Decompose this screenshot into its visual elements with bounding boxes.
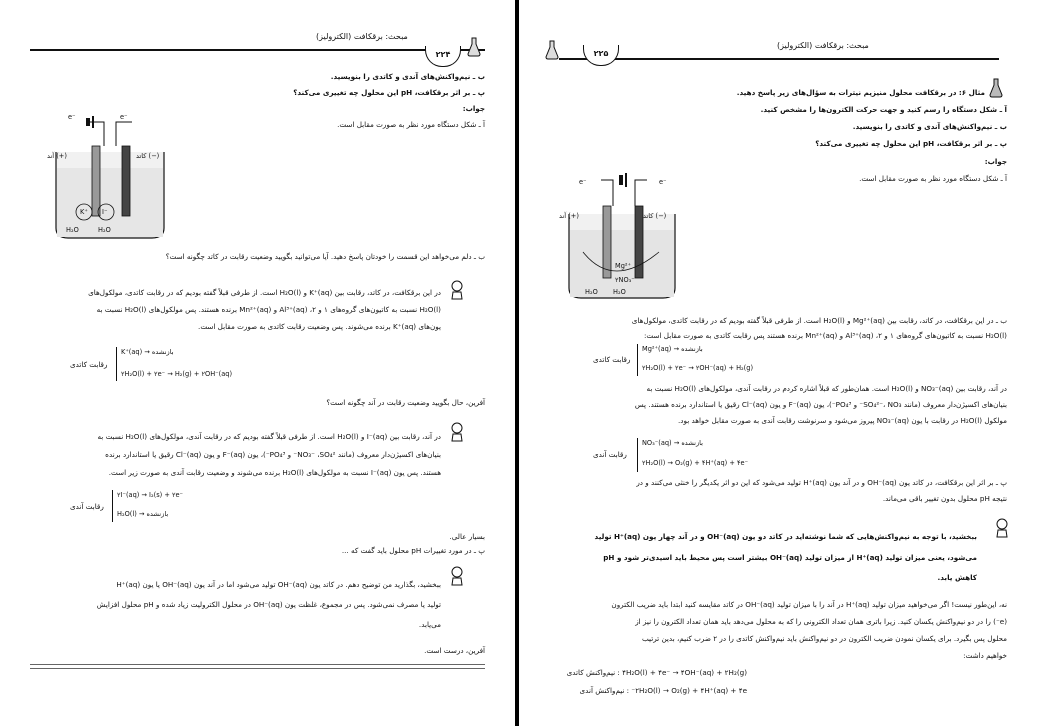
left-part-b-prompt: ب ـ دلم می‌خواهد این قسمت را خودتان پاسخ دهید. آیا می‌توانید بگویید وضعیت رقابت در کاتد چگونه است؟ [165, 252, 485, 261]
left-student-line-2: H₂O(l) نسبت به کاتیون‌های گروه‌های ۱ و ۲، Al³⁺(aq) و Mn²⁺(aq) برنده هستند. پس مولکول‌های H₂O(l) نسبت به [96, 305, 441, 314]
student-character-icon-2 [450, 422, 464, 442]
left-answer-label: جواب: [462, 104, 485, 113]
left-anode-brace [112, 490, 113, 522]
right-cathode-eq-1: Mg²⁺(aq) → بازنشده [642, 345, 703, 353]
right-student-line-1: ببخشید، با توجه به نیم‌واکنش‌هایی که شما نوشته‌اید در کاتد دو یون OH⁻(aq) و در آند چهار یون H⁺(aq) تولید [594, 532, 977, 541]
left-header-title: مبحث: برقکافت (الکترولیز) [316, 32, 408, 41]
right-diagram-electron-1: e⁻ [579, 178, 587, 186]
right-anode-eq-2: ۲H₂O(l) → O₂(g) + ۴H⁺(aq) + ۴e⁻ [642, 459, 749, 467]
right-question-b: ب ـ نیم‌واکنش‌های آندی و کاتدی را بنویسید. [852, 122, 1007, 131]
right-teacher-line-3: محلول پس بگیرد. برای یکسان نمودن ضریب الکترون در دو نیم‌واکنش باید نیم‌واکنش کاتدی را در ۲ ضرب کنیم، بدین ترتیب [641, 634, 1007, 643]
right-diagram-ion-no3: ۲NO₃⁻ [615, 276, 635, 284]
right-teacher-line-2: (e⁻) را در دو نیم‌واکنش یکسان کنید. زیرا باتری همان تعداد الکترونی را که به محلول می‌دهد باید همان تعداد الکترون را نیز از [635, 617, 1007, 626]
right-cathode-eq-2: ۲H₂O(l) + ۲e⁻ → ۲OH⁻(aq) + H₂(g) [642, 364, 754, 372]
right-page-number: ۲۲۵ [583, 45, 619, 66]
right-anode-eq-1: NO₃⁻(aq) → بازنشده [642, 439, 704, 447]
right-page [519, 0, 1037, 726]
right-flask-icon [545, 40, 559, 60]
left-diagram-electron-1: e⁻ [68, 113, 76, 121]
student-character-icon [450, 280, 464, 300]
right-example-title: مثال ۶: در برقکافت محلول منیزیم نیترات به سؤال‌های زیر پاسخ دهید. [736, 88, 985, 97]
student-character-icon-3 [450, 566, 464, 586]
left-student-line-3: یون‌های K⁺(aq) برنده می‌شوند. پس وضعیت رقابت کاتدی به صورت مقابل است. [198, 322, 441, 331]
left-diagram-water-1: H₂O [66, 226, 79, 234]
right-diagram-water-2: H₂O [613, 288, 626, 296]
right-cathode-competition-label: رقابت کاتدی [593, 355, 631, 364]
left-cathode-competition-label: رقابت کاتدی [70, 360, 108, 369]
left-footer-rule-2 [30, 668, 485, 669]
left-student2-line-1: در آند، رقابت بین I⁻(aq) و H₂O(l) است. از طرفی قبلاً گفته بودیم که در رقابت آندی، مولکول‌های H₂O(l) نسبت به [97, 432, 441, 441]
right-teacher-line-1: نه، این‌طور نیست! اگر می‌خواهید میزان تولید H⁺(aq) در آند را با میزان تولید OH⁻(aq) در کاتد مقایسه کنید ابتدا باید ضریب الکترون [611, 600, 1007, 609]
left-student2-line-3: هستند. پس یون I⁻(aq) نسبت به مولکول‌های H₂O(l) برنده می‌شوند و وضعیت رقابت آندی به صورت زیر است. [108, 468, 441, 477]
right-diagram-cathode-label: کاتد (−) [643, 212, 667, 220]
right-header-rule [559, 58, 999, 60]
right-teacher-line-4: خواهیم داشت: [963, 651, 1007, 660]
left-electrolysis-diagram [44, 112, 174, 242]
left-part-p-start: پ ـ در مورد تغییرات pH محلول باید گفت که ... [341, 546, 485, 555]
left-anode-prompt: آفرین، حال بگویید وضعیت رقابت در آند چگونه است؟ [326, 398, 485, 407]
right-question-p: پ ـ بر اثر برقکافت، pH این محلول چه تغییری می‌کند؟ [815, 139, 1007, 148]
right-anode-brace [637, 438, 638, 472]
left-question-b: ب ـ نیم‌واکنش‌های آندی و کاتدی را بنویسید. [330, 72, 485, 81]
left-praise: بسیار عالی. [449, 532, 485, 541]
right-part-c-line-3: مولکول H₂O(l) در رقابت با یون NO₃⁻(aq) پیروز می‌شود و سرنوشت رقابت آندی به صورت مقابل خواهد بود. [678, 416, 1007, 425]
left-anode-eq-2: H₂O(l) → بازنشده [117, 510, 169, 518]
right-part-c-line-1: در آند، رقابت بین NO₃⁻(aq) و H₂O(l) است. همان‌طور که قبلاً اشاره کردم در رقابت آندی، مولکول‌های H₂O(l) نسبت به [646, 384, 1007, 393]
left-student-line-1: در این برقکافت، در کاتد، رقابت بین K⁺(aq) و H₂O(l) است. از طرفی قبلاً گفته بودیم که در رقابت کاتدی، مولکول‌های [88, 288, 441, 297]
right-answer-label: جواب: [984, 157, 1007, 166]
left-teacher-confirm: آفرین، درست است. [424, 646, 485, 655]
student-character-icon-4 [995, 518, 1009, 538]
left-cathode-eq-1: K⁺(aq) → بازنشده [121, 348, 174, 356]
left-diagram-ion-k: K⁺ [80, 208, 88, 216]
left-flask-icon [467, 37, 481, 57]
right-final-cathode-eq: ۴H₂O(l) + ۴e⁻ → ۴OH⁻(aq) + ۲H₂(g) : نیم‌واکنش کاتدی [566, 668, 747, 677]
right-part-b-line-1: ب ـ در این برقکافت، در کاتد، رقابت بین Mg²⁺(aq) و H₂O(l) است. از طرفی قبلاً گفته بودیم که در رقابت کاتدی، مولکول‌های [631, 316, 1007, 325]
left-cathode-eq-2: ۲H₂O(l) + ۲e⁻ → H₂(g) + ۲OH⁻(aq) [121, 370, 233, 378]
right-part-c-line-2: بنیان‌های اکسیژن‌دار معروف (مانند SO₄²⁻، NO₃⁻ و PO₄³⁻)، یون F⁻(aq) و یون Cl⁻(aq) رقیق یا استاندارد برنده هستند. پس [634, 400, 1007, 409]
left-answer-a: آ ـ شکل دستگاه مورد نظر به صورت مقابل است. [337, 120, 485, 129]
left-diagram-cathode-label: کاتد (−) [136, 152, 160, 160]
left-question-p: پ ـ بر اثر برقکافت، pH این محلول چه تغییری می‌کند؟ [293, 88, 485, 97]
right-anode-competition-label: رقابت آندی [593, 450, 627, 459]
example-flask-icon [989, 78, 1003, 98]
right-final-anode-eq: ۲H₂O(l) → O₂(g) + ۴H⁺(aq) + ۴e⁻ : نیم‌واکنش آندی [579, 686, 747, 695]
right-question-a: آ ـ شکل دستگاه را رسم کنید و جهت حرکت الکترون‌ها را مشخص کنید. [760, 105, 1007, 114]
right-part-p-line-1: پ ـ بر اثر این برقکافت، در کاتد یون OH⁻(aq) و در آند یون H⁺(aq) تولید می‌شود که این دو اثر یکدیگر را خنثی می‌کنند و در [636, 478, 1007, 487]
left-student3-line-2: تولید یا مصرف نمی‌شود. پس در مجموع، غلظت یون OH⁻(aq) در محلول الکترولیت زیاد شده و pH محلول افزایش [96, 600, 441, 609]
right-part-p-line-2: نتیجه pH محلول بدون تغییر باقی می‌ماند. [882, 494, 1007, 503]
right-diagram-water-1: H₂O [585, 288, 598, 296]
left-diagram-anode-label: آند (+) [47, 152, 67, 160]
right-answer-a: آ ـ شکل دستگاه مورد نظر به صورت مقابل است. [859, 174, 1007, 183]
left-cathode-brace [116, 347, 117, 381]
right-header-title: مبحث: برقکافت (الکترولیز) [777, 41, 869, 50]
right-diagram-electron-2: e⁻ [659, 178, 667, 186]
right-cathode-brace [637, 344, 638, 376]
left-student3-line-3: می‌یابد. [418, 620, 441, 629]
right-student-line-2: می‌شود، یعنی میزان تولید H⁺(aq) از میزان تولید OH⁻(aq) بیشتر است پس محیط باید اسیدی‌تر شود و pH [603, 553, 977, 562]
left-anode-eq-1: ۲I⁻(aq) → I₂(s) + ۲e⁻ [117, 491, 184, 499]
left-diagram-ion-i: I⁻ [102, 208, 108, 216]
left-header-rule [30, 49, 485, 51]
left-footer-rule [30, 664, 485, 665]
right-student-line-3: کاهش یابد. [937, 573, 977, 582]
right-part-b-line-2: H₂O(l) نسبت به کاتیون‌های گروه‌های ۱ و ۲، Al³⁺(aq) و Mn²⁺(aq) برنده هستند پس رقابت کاتدی به صورت مقابل است: [644, 331, 1007, 340]
right-diagram-ion-mg: Mg²⁺ [615, 262, 631, 270]
left-diagram-water-2: H₂O [98, 226, 111, 234]
left-page [0, 0, 515, 726]
left-student3-line-1: ببخشید، بگذارید من توضیح دهم. در کاتد یون OH⁻(aq) تولید می‌شود اما در آند یون OH⁻(aq) یا یون H⁺(aq) [116, 580, 441, 589]
left-diagram-electron-2: e⁻ [120, 113, 128, 121]
left-page-number: ۲۲۴ [425, 46, 461, 67]
right-diagram-anode-label: آند (+) [559, 212, 579, 220]
left-student2-line-2: بنیان‌های اکسیژن‌دار معروف (مانند NO₃⁻ ،SO₄²⁻ و PO₄³⁻)، یون F⁻(aq) و یون Cl⁻(aq) رقیق یا استاندارد برنده [105, 450, 441, 459]
left-anode-competition-label: رقابت آندی [70, 502, 104, 511]
